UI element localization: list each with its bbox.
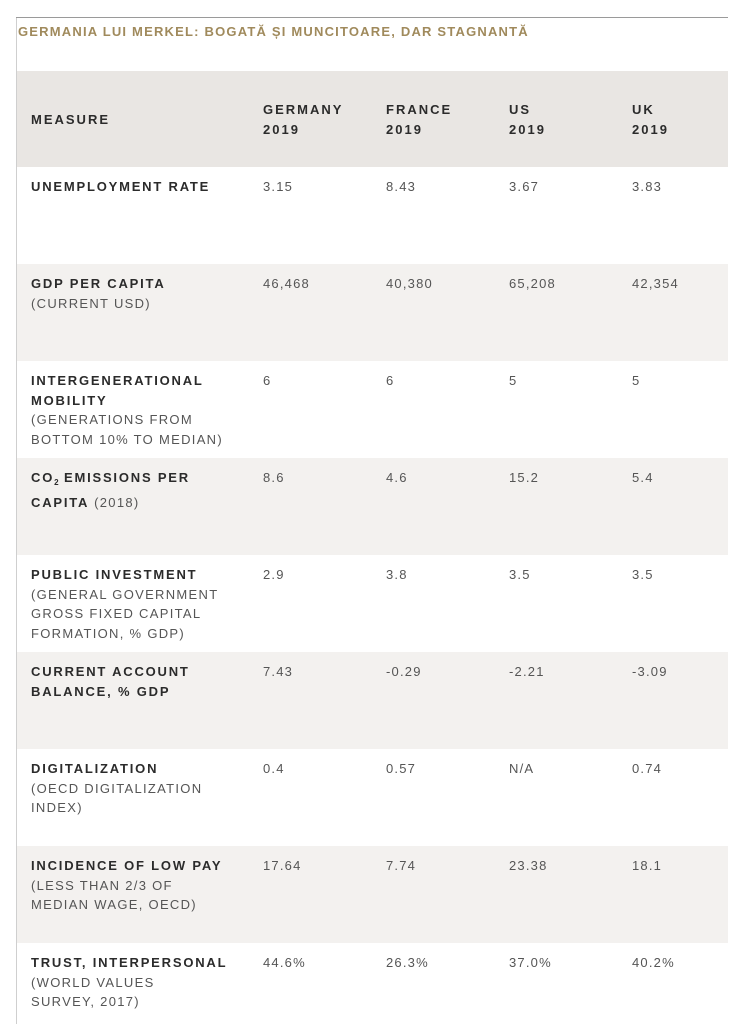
header-country: GERMANY	[263, 102, 344, 117]
table-row	[17, 749, 728, 846]
page-title: GERMANIA LUI MERKEL: BOGATĂ ȘI MUNCITOARE, DAR STAGNANTĂ	[18, 24, 529, 39]
measure-note: (2018)	[89, 494, 140, 510]
value-france: -0.29	[386, 664, 422, 679]
header-country: UK	[632, 102, 655, 117]
measure-label: TRUST, INTERPERSONAL	[31, 955, 228, 970]
co2-subscript: 2	[54, 478, 59, 487]
value-germany: 6	[263, 373, 272, 388]
measure-note: (GENERAL GOVERNMENT	[31, 586, 219, 602]
value-france: 7.74	[386, 858, 417, 873]
measure-note: (OECD DIGITALIZATION	[31, 780, 203, 796]
table-row	[17, 943, 728, 1024]
value-uk: 5	[632, 373, 641, 388]
value-france: 6	[386, 373, 395, 388]
measure-note: (WORLD VALUES	[31, 974, 155, 990]
measure-cell	[31, 468, 249, 512]
co2-line2: CAPITA	[31, 494, 90, 510]
value-germany: 17.64	[263, 858, 302, 873]
value-france: 40,380	[386, 276, 433, 291]
header-uk	[632, 100, 669, 139]
value-us: 3.67	[509, 179, 540, 194]
table-row	[17, 361, 728, 458]
measure-cell	[31, 856, 249, 915]
measure-note: GROSS FIXED CAPITAL	[31, 606, 202, 621]
measure-cell	[31, 177, 249, 197]
header-france	[386, 100, 452, 139]
table-row	[17, 652, 728, 749]
measure-label: PUBLIC INVESTMENT	[31, 567, 198, 582]
measure-label: INTERGENERATIONAL	[31, 373, 204, 388]
header-country: FRANCE	[386, 102, 453, 117]
table-row	[17, 167, 728, 264]
measure-note: BOTTOM 10% TO MEDIAN)	[31, 431, 223, 447]
value-us: N/A	[509, 761, 535, 776]
measure-label: CURRENT ACCOUNT	[31, 664, 190, 679]
measure-cell	[31, 565, 249, 643]
measure-note: (GENERATIONS FROM	[31, 412, 193, 427]
value-germany: 7.43	[263, 664, 294, 679]
measure-cell	[31, 274, 249, 313]
measure-label: INCIDENCE OF LOW PAY	[31, 858, 223, 873]
value-uk: 42,354	[632, 276, 679, 291]
value-us: 15.2	[509, 470, 540, 485]
measure-cell	[31, 759, 249, 818]
table-row	[17, 555, 728, 652]
value-germany: 2.9	[263, 567, 285, 582]
value-germany: 44.6%	[263, 955, 306, 970]
value-france: 8.43	[386, 179, 417, 194]
value-us: 37.0%	[509, 955, 552, 970]
value-uk: -3.09	[632, 664, 668, 679]
value-us: -2.21	[509, 664, 545, 679]
value-france: 26.3%	[386, 955, 429, 970]
header-country: US	[509, 102, 532, 117]
table-row	[17, 458, 728, 555]
value-france: 3.8	[386, 567, 408, 582]
measure-note: FORMATION, % GDP)	[31, 625, 186, 641]
measure-label: UNEMPLOYMENT RATE	[31, 179, 211, 194]
value-us: 3.5	[509, 567, 531, 582]
measure-note: SURVEY, 2017)	[31, 994, 140, 1009]
measure-label: DIGITALIZATION	[31, 761, 159, 776]
table-row	[17, 264, 728, 361]
header-year: 2019	[263, 121, 300, 137]
measure-label-line2	[31, 493, 249, 513]
value-france: 4.6	[386, 470, 408, 485]
header-year: 2019	[632, 121, 669, 137]
co2-label-rest: EMISSIONS PER	[58, 470, 190, 485]
value-germany: 3.15	[263, 179, 294, 194]
value-uk: 0.74	[632, 761, 663, 776]
measure-note: INDEX)	[31, 800, 83, 815]
table-header-row	[17, 71, 728, 167]
top-rule	[16, 17, 728, 18]
header-year: 2019	[386, 121, 423, 137]
measure-cell	[31, 953, 249, 1012]
measure-label	[31, 468, 249, 493]
value-uk: 18.1	[632, 858, 663, 873]
value-uk: 3.83	[632, 179, 663, 194]
header-germany	[263, 100, 343, 139]
value-uk: 3.5	[632, 567, 654, 582]
value-france: 0.57	[386, 761, 417, 776]
measure-note: (LESS THAN 2/3 OF	[31, 877, 173, 893]
value-uk: 5.4	[632, 470, 654, 485]
measure-label: GDP PER CAPITA	[31, 276, 166, 291]
header-us	[509, 100, 546, 139]
header-year: 2019	[509, 121, 546, 137]
measure-note: (CURRENT USD)	[31, 295, 151, 311]
value-us: 23.38	[509, 858, 548, 873]
value-uk: 40.2%	[632, 955, 675, 970]
co2-prefix: CO	[31, 470, 55, 485]
measure-label: MOBILITY	[31, 392, 108, 408]
table-row	[17, 846, 728, 943]
measure-label: BALANCE, % GDP	[31, 683, 171, 699]
value-us: 65,208	[509, 276, 556, 291]
value-germany: 0.4	[263, 761, 285, 776]
header-measure: MEASURE	[31, 112, 111, 127]
value-germany: 8.6	[263, 470, 285, 485]
value-germany: 46,468	[263, 276, 310, 291]
measure-cell	[31, 662, 249, 701]
measure-note: MEDIAN WAGE, OECD)	[31, 897, 197, 912]
value-us: 5	[509, 373, 518, 388]
measure-cell	[31, 371, 249, 449]
